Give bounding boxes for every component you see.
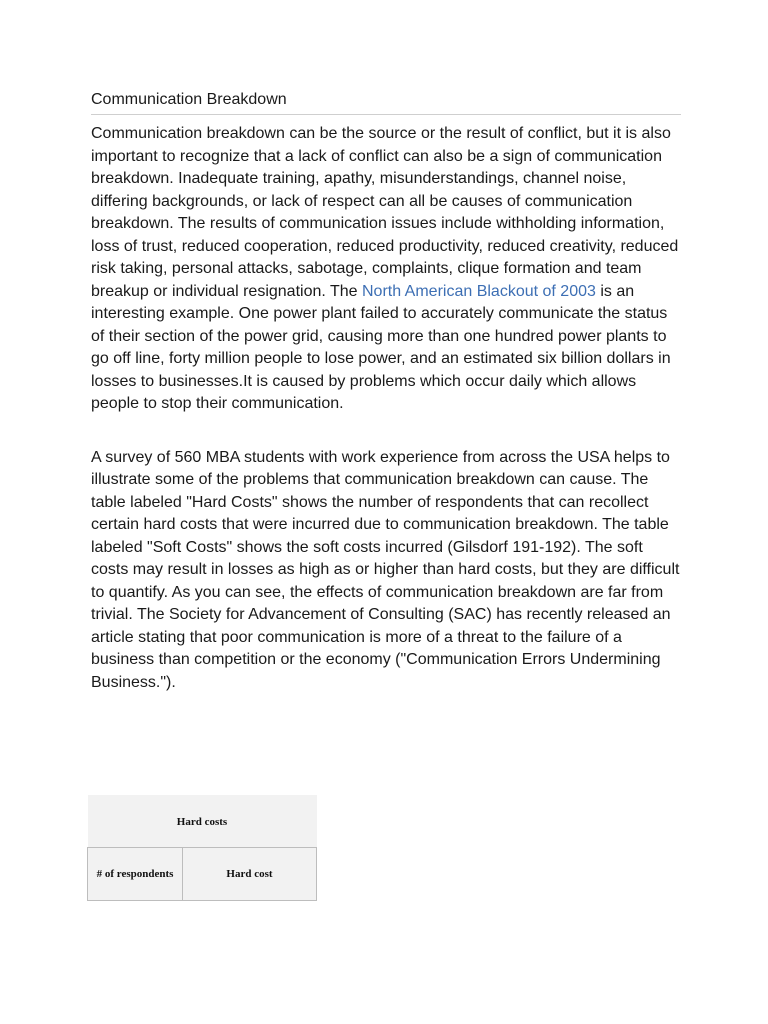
- document-body: [91, 88, 681, 694]
- north-american-blackout-link[interactable]: North American Blackout of 2003: [361, 282, 596, 300]
- table-title-row: [88, 796, 317, 848]
- paragraph-text-end: is an interesting example. One power plant failed to accurately communicate the status of their section of the power grid, causing more than one hundred power plants to go off line, forty million people to lose power, and an estimated six billion dollars in losses to businesses.It is caused by problems which occur daily which allows people to stop their communication.: [91, 282, 671, 412]
- column-header-respondents: # of respondents: [88, 848, 183, 901]
- column-header-hard-cost: Hard cost: [183, 848, 317, 901]
- section-title: Communication Breakdown: [91, 88, 681, 115]
- hard-costs-table: [87, 795, 317, 901]
- paragraph-survey: A survey of 560 MBA students with work experience from across the USA helps to illustrate some of the problems that communication breakdown can cause. The table labeled "Hard Costs" shows the number of respondents that can recollect certain hard costs that were incurred due to communication breakdown. The table labeled "Soft Costs" shows the soft costs incurred (Gilsdorf 191-192). The soft costs may result in losses as high as or higher than hard costs, but they are difficult to quantify. As you can see, the effects of communication breakdown are far from trivial. The Society for Advancement of Consulting (SAC) has recently released an article stating that poor communication is more of a threat to the failure of a business than competition or the economy ("Communication Errors Undermining Business.").: [91, 448, 680, 691]
- table-title: Hard costs: [88, 796, 317, 848]
- paragraph-text-start: Communication breakdown can be the source or the result of conflict, but it is also important to recognize that a lack of conflict can also be a sign of communication breakdown. Inadequate training, apathy, misunderstandings, channel noise, differing backgrounds, or lack of respect can all be causes of communication breakdown. The results of communication issues include withholding information, loss of trust, reduced cooperation, reduced productivity, reduced creativity, reduced risk taking, personal attacks, sabotage, complaints, clique formation and team breakup or individual resignation. The: [91, 125, 679, 300]
- table-header-row: [88, 848, 317, 901]
- paragraph-communication-breakdown: [91, 123, 681, 416]
